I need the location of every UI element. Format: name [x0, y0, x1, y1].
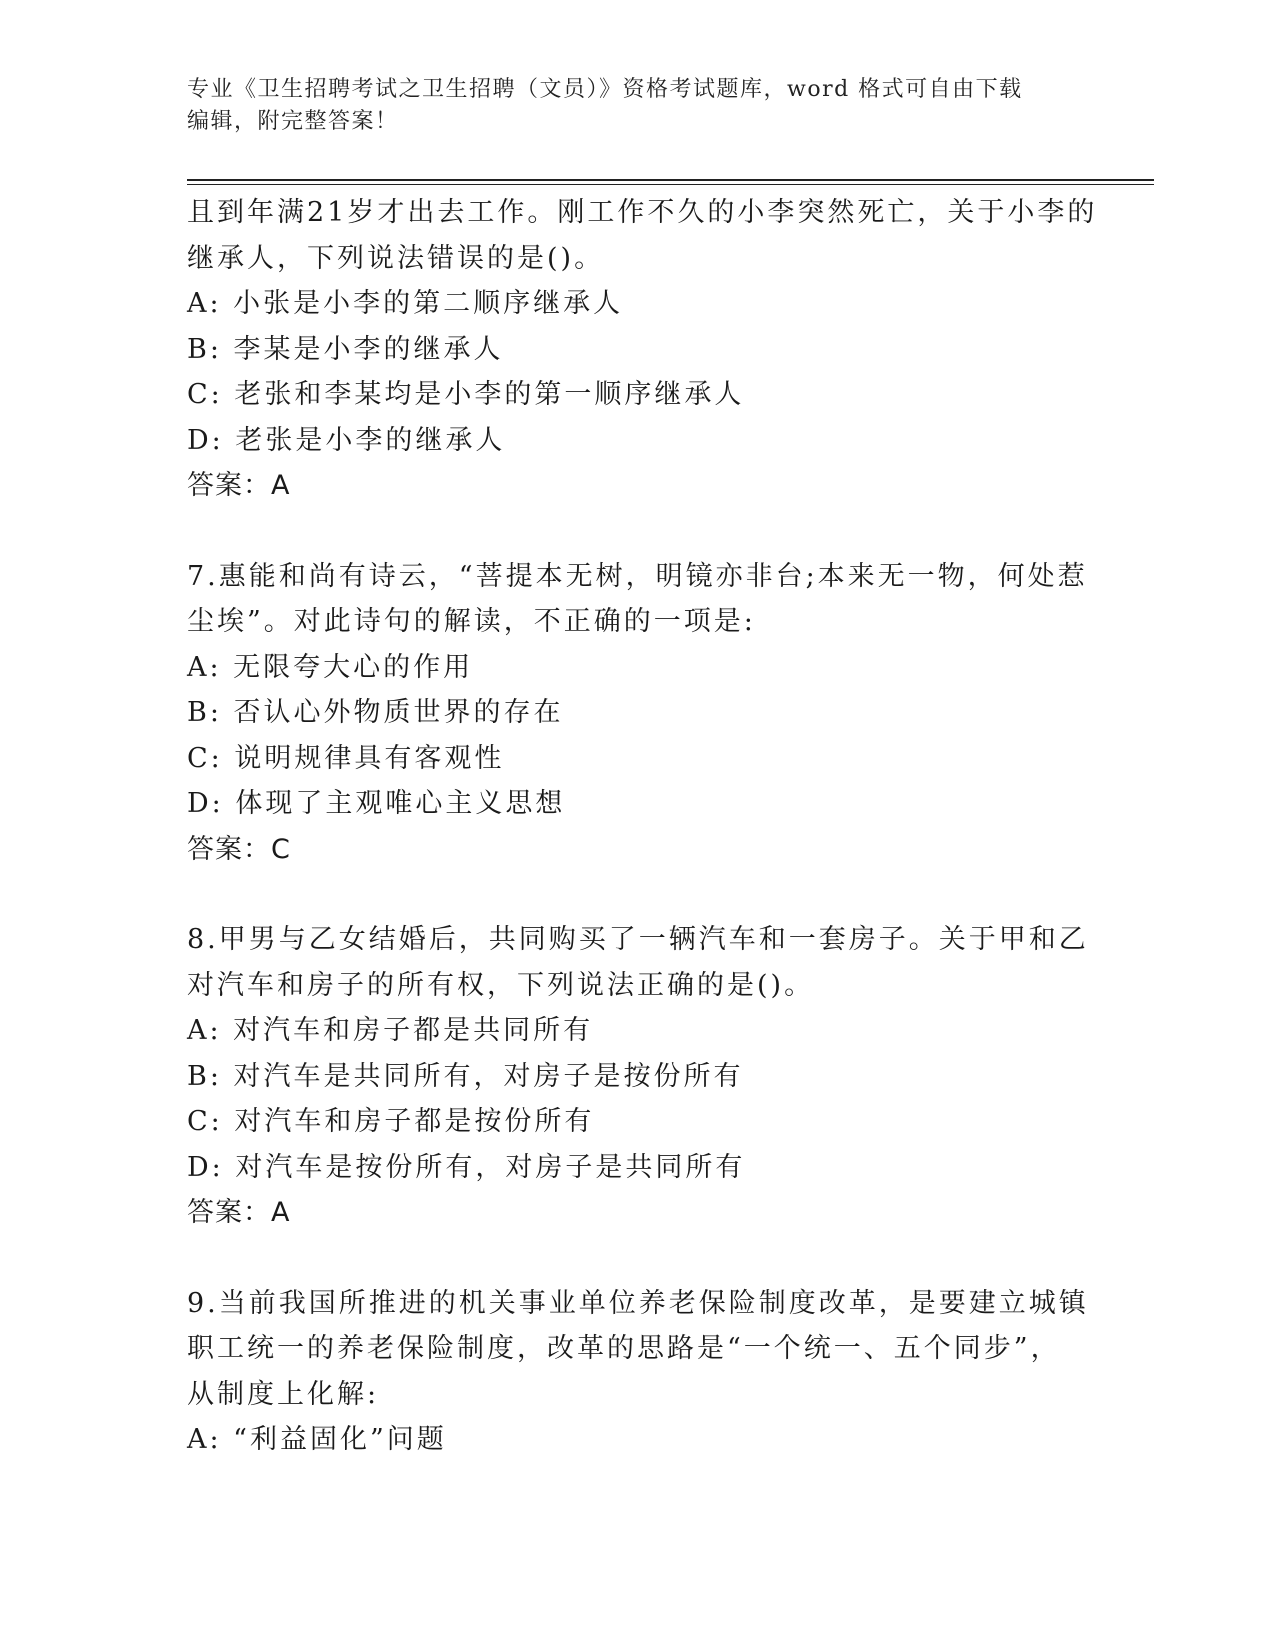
- question-6: [187, 190, 1098, 509]
- question-stem-line: 7.惠能和尚有诗云，“菩提本无树，明镜亦非台;本来无一物，何处惹: [187, 560, 1088, 592]
- question-stem-line: 且到年满21岁才出去工作。刚工作不久的小李突然死亡，关于小李的: [187, 197, 1098, 228]
- answer-line: 答案：A: [187, 1197, 291, 1228]
- answer-line: 答案：C: [187, 833, 291, 865]
- option-d: D: 对汽车是按份所有，对房子是共同所有: [187, 1151, 746, 1183]
- question-stem-line: 对汽车和房子的所有权，下列说法正确的是()。: [187, 969, 815, 1001]
- option-c: C: 说明规律具有客观性: [187, 742, 505, 774]
- option-c: C: 对汽车和房子都是按份所有: [187, 1106, 595, 1137]
- header-rule-thin: [187, 184, 1154, 185]
- option-b: B: 李某是小李的继承人: [187, 333, 504, 365]
- question-stem-line: 尘埃”。对此诗句的解读，不正确的一项是:: [187, 606, 756, 637]
- option-a: A: “利益固化”问题: [187, 1424, 447, 1455]
- question-spacer: [187, 509, 1087, 554]
- option-c: C: 老张和李某均是小李的第一顺序继承人: [187, 379, 745, 410]
- question-7: [187, 554, 1087, 873]
- answer-line: 答案：A: [187, 470, 291, 501]
- option-a: A: 小张是小李的第二顺序继承人: [187, 288, 624, 319]
- option-a: A: 无限夸大心的作用: [187, 651, 474, 683]
- header-line-1: 专业《卫生招聘考试之卫生招聘（文员）》资格考试题库，word 格式可自由下载: [187, 77, 1023, 102]
- question-9: [187, 1281, 1087, 1463]
- document-header: [187, 74, 1087, 138]
- option-b: B: 否认心外物质世界的存在: [187, 697, 564, 728]
- question-stem-line: 8.甲男与乙女结婚后，共同购买了一辆汽车和一套房子。关于甲和乙: [187, 924, 1089, 955]
- header-rule-thick: [187, 179, 1154, 181]
- option-d: D: 老张是小李的继承人: [187, 424, 506, 456]
- question-list: [187, 190, 1098, 1463]
- header-line-2: 编辑，附完整答案！: [187, 109, 399, 134]
- option-d: D: 体现了主观唯心主义思想: [187, 788, 566, 819]
- question-stem-line: 职工统一的养老保险制度，改革的思路是“一个统一、五个同步”，: [187, 1333, 1061, 1364]
- option-a: A: 对汽车和房子都是共同所有: [187, 1015, 594, 1046]
- question-stem-line: 继承人，下列说法错误的是()。: [187, 242, 605, 274]
- option-b: B: 对汽车是共同所有，对房子是按份所有: [187, 1060, 744, 1092]
- question-8: [187, 917, 1087, 1236]
- question-spacer: [187, 872, 1087, 917]
- question-spacer: [187, 1236, 1087, 1281]
- question-stem-line: 从制度上化解:: [187, 1378, 380, 1410]
- question-stem-line: 9.当前我国所推进的机关事业单位养老保险制度改革，是要建立城镇: [187, 1287, 1089, 1319]
